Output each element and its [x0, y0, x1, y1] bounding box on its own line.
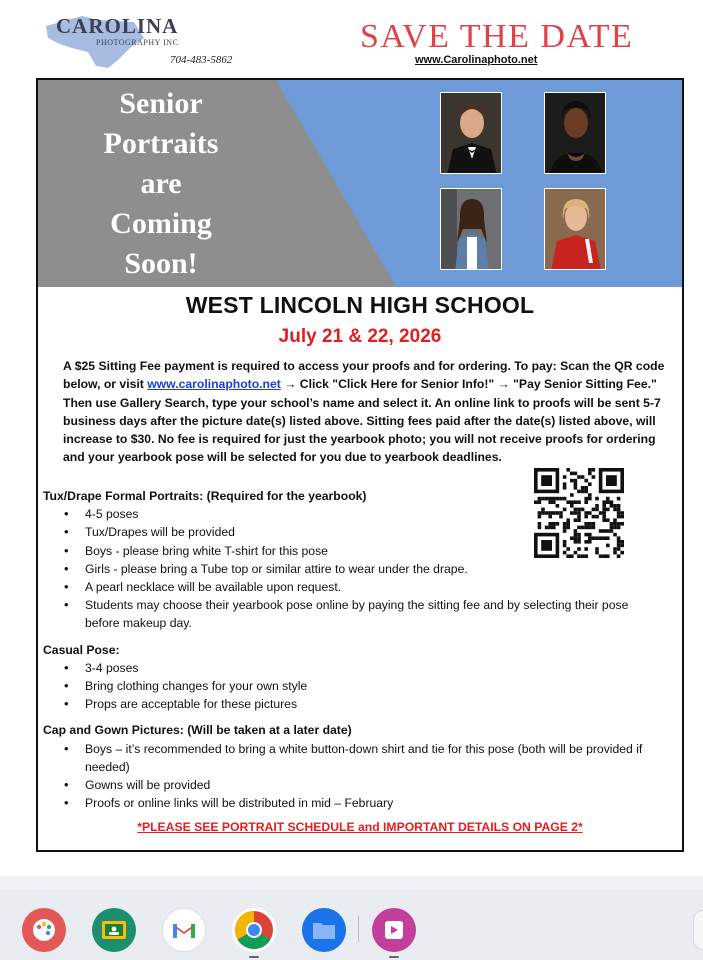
casual-pose-section — [43, 641, 663, 714]
sitting-fee-paragraph — [63, 357, 673, 467]
list-item: • A pearl necklace will be available upon request. — [43, 578, 663, 596]
senior-portrait-photo-tux — [440, 92, 502, 174]
banner — [38, 80, 682, 287]
banner-headline — [66, 84, 256, 284]
list-item: • Gowns will be provided — [43, 776, 663, 794]
list-item: • Props are acceptable for these pictures — [43, 695, 663, 713]
banner-line: Portraits — [103, 127, 219, 160]
list-item: • Girls - please bring a Tube top or similar attire to wear under the drape. — [43, 560, 663, 578]
flyer-header — [0, 0, 703, 78]
logo-subtitle: PHOTOGRAPHY INC — [96, 38, 179, 47]
list-item: • Tux/Drapes will be provided — [43, 523, 663, 541]
phone-number: 704-483-5862 — [170, 54, 233, 66]
fee-text-part-2: → Click "Click Here for Senior Info!" → "Pay Senior Sitting Fee." Then use Gallery Search, type your school’s name and select it. An online link to proofs will be sent 5-7 business days after the picture date(s) listed above. Sitting fees paid after the date(s) listed above, will increase to $30. No fee is required for just the yearbook photo; you will not receive proofs for ordering and your yearbook pose will be selected for you due to yearbook deadlines. — [63, 377, 661, 465]
carolina-photography-logo — [38, 8, 188, 70]
logo-name: CAROLINA — [56, 14, 179, 38]
website-link[interactable]: www.Carolinaphoto.net — [415, 54, 538, 66]
gmail-app-icon[interactable] — [162, 908, 206, 952]
page-2-notice: *PLEASE SEE PORTRAIT SCHEDULE and IMPORTANT DETAILS ON PAGE 2* — [137, 820, 583, 834]
screencast-app-icon[interactable] — [372, 908, 416, 952]
section-heading: Casual Pose: — [43, 642, 120, 657]
banner-line: Coming — [110, 207, 212, 240]
school-name: WEST LINCOLN HIGH SCHOOL — [185, 292, 535, 318]
picture-dates: July 21 & 22, 2026 — [278, 326, 442, 347]
bullet-list — [43, 659, 663, 714]
screencast-running-indicator — [389, 956, 399, 958]
section-heading: Tux/Drape Formal Portraits: (Required for the yearbook) — [43, 489, 367, 503]
list-item: • 3-4 poses — [43, 659, 663, 677]
banner-line: are — [140, 167, 182, 200]
formal-portraits-section — [43, 487, 663, 633]
carolinaphoto-link[interactable]: www.carolinaphoto.net — [147, 377, 281, 392]
palette-app-icon[interactable] — [22, 908, 66, 952]
senior-portrait-photo-gown — [544, 188, 606, 270]
list-item: • Boys – it’s recommended to bring a white button-down shirt and tie for this pose (both will be provided if needed) — [43, 740, 663, 776]
shelf-overflow-edge — [693, 910, 703, 950]
banner-line: Soon! — [124, 247, 198, 280]
taskbar-separator — [358, 916, 359, 942]
files-app-icon[interactable] — [302, 908, 346, 952]
section-heading: Cap and Gown Pictures: (Will be taken at a later date) — [43, 723, 352, 738]
senior-portrait-photo-drape — [544, 92, 606, 174]
taskbar — [0, 890, 703, 960]
chrome-app-icon[interactable] — [232, 908, 276, 952]
bullet-list — [43, 505, 663, 632]
chrome-running-indicator — [249, 956, 259, 958]
fee-text-part-1: A $25 Sitting Fee payment is required to access your proofs and for ordering. To pay: Scan the QR code below, or visit — [63, 359, 665, 392]
list-item: • Proofs or online links will be distributed in mid – February — [43, 794, 663, 812]
list-item: • 4-5 poses — [43, 505, 663, 523]
flyer-page — [36, 78, 684, 852]
list-item: • Students may choose their yearbook pose online by paying the sitting fee and by selecting their pose before makeup day. — [43, 596, 663, 632]
bullet-list — [43, 740, 663, 813]
list-item: • Bring clothing changes for your own style — [43, 677, 663, 695]
instructions-sections — [43, 487, 663, 820]
document-bottom-edge — [0, 876, 703, 890]
save-the-date-title: SAVE THE DATE — [360, 18, 634, 55]
senior-portrait-photo-casual — [440, 188, 502, 270]
classroom-app-icon[interactable] — [92, 908, 136, 952]
list-item: • Boys - please bring white T-shirt for this pose — [43, 542, 663, 560]
cap-and-gown-section — [43, 721, 663, 812]
banner-line: Senior — [119, 87, 203, 120]
